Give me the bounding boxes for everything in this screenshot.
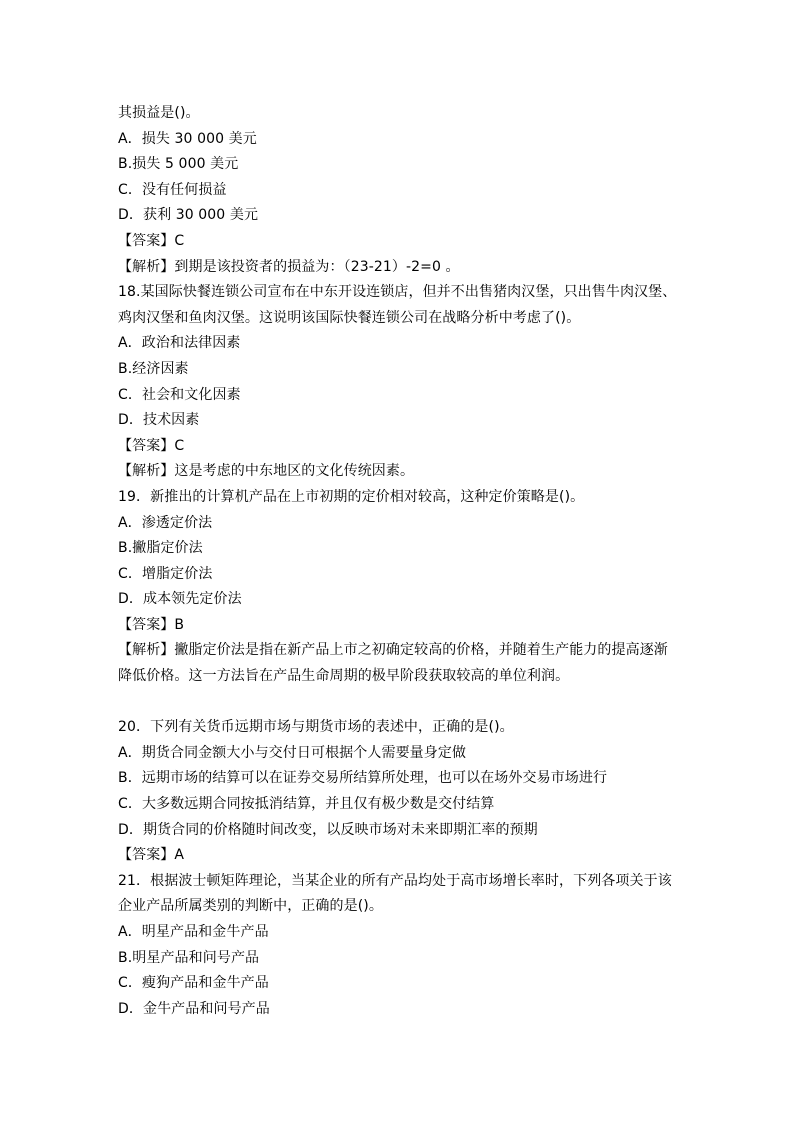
q20-option-d: D．期货合同的价格随时间改变，以反映市场对未来即期汇率的预期: [118, 821, 538, 838]
q18-explanation: 【解析】这是考虑的中东地区的文化传统因素。: [118, 463, 415, 480]
q17-option-c: C．没有任何损益: [118, 181, 227, 198]
q18-answer: 【答案】C: [118, 437, 185, 454]
q20-option-c: C．大多数远期合同按抵消结算，并且仅有极少数是交付结算: [118, 796, 495, 813]
q18-option-b: B.经济因素: [118, 360, 189, 377]
blank-line: [118, 690, 678, 716]
q19-option-b: B.撇脂定价法: [118, 540, 203, 557]
q21-option-c: C．瘦狗产品和金牛产品: [118, 975, 269, 992]
q20-option-b: B．远期市场的结算可以在证券交易所结算所处理，也可以在场外交易市场进行: [118, 770, 608, 787]
document-body: [118, 101, 678, 1022]
q19-explanation-line-2: 降低价格。这一方法旨在产品生命周期的极早阶段获取较高的单位利润。: [118, 668, 570, 685]
q17-option-d: D．获利 30 000 美元: [118, 207, 259, 224]
q19-answer: 【答案】B: [118, 616, 185, 633]
q18-option-d: D．技术因素: [118, 412, 200, 429]
q18-option-a: A．政治和法律因素: [118, 335, 241, 352]
question-18-stem-line-2: 鸡肉汉堡和鱼肉汉堡。这说明该国际快餐连锁公司在战略分析中考虑了()。: [118, 309, 581, 326]
q17-answer: 【答案】C: [118, 232, 185, 249]
q20-option-a: A．期货合同金额大小与交付日可根据个人需要量身定做: [118, 744, 467, 761]
q19-option-d: D．成本领先定价法: [118, 591, 242, 608]
question-21-stem-line-2: 企业产品所属类别的判断中，正确的是()。: [118, 898, 383, 915]
q17-option-b: B.损失 5 000 美元: [118, 156, 239, 173]
q19-option-a: A．渗透定价法: [118, 514, 213, 531]
question-18-stem-line-1: 18.某国际快餐连锁公司宣布在中东开设连锁店，但并不出售猪肉汉堡，只出售牛肉汉堡、: [118, 284, 677, 301]
q21-option-d: D．金牛产品和问号产品: [118, 1000, 270, 1017]
q21-option-b: B.明星产品和问号产品: [118, 949, 260, 966]
q17-option-a: A．损失 30 000 美元: [118, 130, 257, 147]
question-21-stem-line-1: 21．根据波士顿矩阵理论，当某企业的所有产品均处于高市场增长率时，下列各项关于该: [118, 872, 672, 889]
q17-explanation: 【解析】到期是该投资者的损益为：（23-21）-2=0 。: [118, 258, 460, 275]
question-20-stem: 20．下列有关货币远期市场与期货市场的表述中，正确的是()。: [118, 719, 514, 736]
q18-option-c: C．社会和文化因素: [118, 386, 241, 403]
question-19-stem: 19．新推出的计算机产品在上市初期的定价相对较高，这种定价策略是()。: [118, 488, 585, 505]
q19-explanation-line-1: 【解析】撇脂定价法是指在新产品上市之初确定较高的价格，并随着生产能力的提高逐渐: [118, 642, 668, 659]
question-17-stem-end: 其损益是()。: [118, 105, 200, 121]
q21-option-a: A．明星产品和金牛产品: [118, 924, 269, 940]
q19-option-c: C．增脂定价法: [118, 565, 213, 582]
q20-answer: 【答案】A: [118, 847, 185, 864]
